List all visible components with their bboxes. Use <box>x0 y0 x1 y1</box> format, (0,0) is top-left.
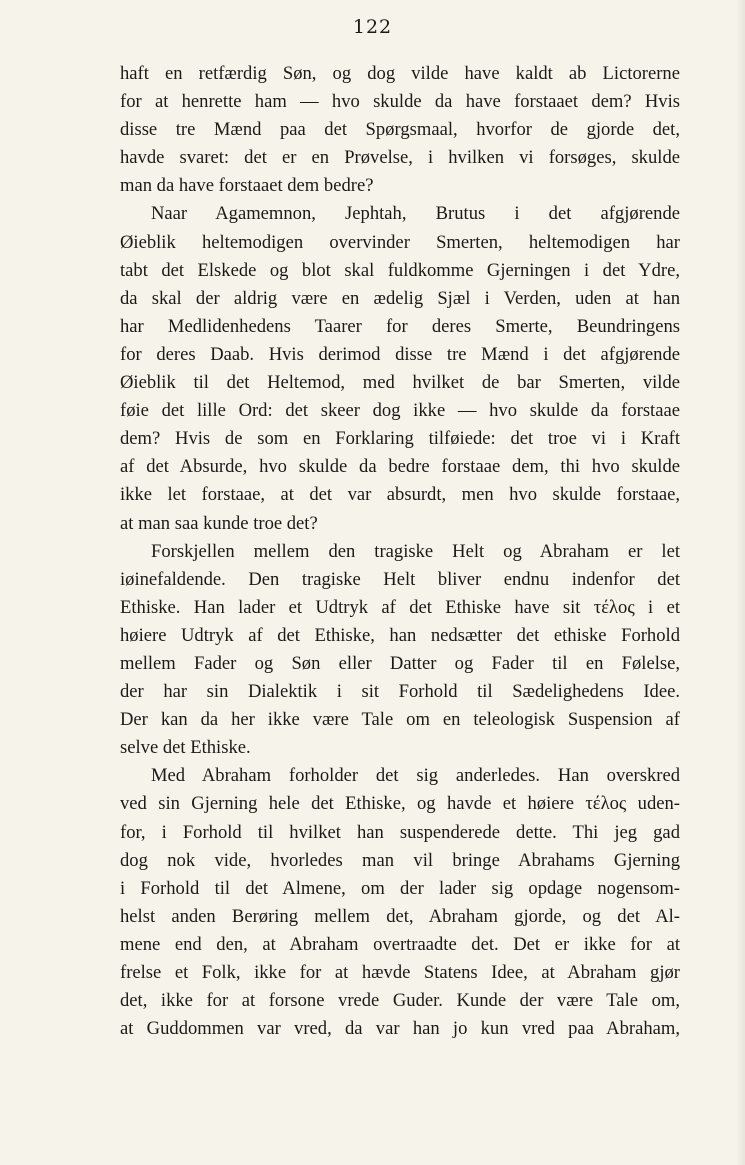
page-number: 122 <box>352 16 393 38</box>
text-line: Ethiske. Han lader et Udtryk af det Ethiske have sit τέλος i et <box>120 596 680 618</box>
text-line: da skal der aldrig være en ædelig Sjæl i Verden, uden at han <box>120 287 680 309</box>
text-line: man da have forstaaet dem bedre? <box>120 175 374 197</box>
text-line: har Medlidenhedens Taarer for deres Smerte, Beundringens <box>120 315 680 337</box>
text-line: dem? Hvis de som en Forklaring tilføiede: det troe vi i Kraft <box>120 428 680 450</box>
text-line: føie det lille Ord: det skeer dog ikke — hvo skulde da forstaae <box>120 400 680 422</box>
text-line: Øieblik heltemodigen overvinder Smerten, heltemodigen har <box>120 231 680 253</box>
text-line: disse tre Mænd paa det Spørgsmaal, hvorfor de gjorde det, <box>120 119 680 141</box>
text-line: for, i Forhold til hvilket han suspenderede dette. Thi jeg gad <box>120 821 680 843</box>
paragraph-start-line: Naar Agamemnon, Jephtah, Brutus i det afgjørende <box>151 203 680 225</box>
text-line: at man saa kunde troe det? <box>120 512 318 534</box>
text-line: selve det Ethiske. <box>120 737 251 759</box>
text-line: høiere Udtryk af det Ethiske, han nedsætter det ethiske Forhold <box>120 624 680 646</box>
text-line: Der kan da her ikke være Tale om en teleologisk Suspension af <box>120 709 680 731</box>
text-line: frelse et Folk, ikke for at hævde Statens Idee, at Abraham gjør <box>120 962 680 983</box>
text-line: mene end den, at Abraham overtraadte det. Det er ikke for at <box>120 933 680 955</box>
text-line: at Guddommen var vred, da var han jo kun vred paa Abraham, <box>120 1018 680 1040</box>
text-line: haft en retfærdig Søn, og dog vilde have kaldt ab Lictorerne <box>120 63 680 84</box>
text-line: der har sin Dialektik i sit Forhold til Sædelighedens Idee. <box>120 681 680 703</box>
text-line: ikke let forstaae, at det var absurdt, men hvo skulde forstaae, <box>120 484 680 506</box>
paragraph-start-line: Forskjellen mellem den tragiske Helt og Abraham er let <box>151 540 680 562</box>
text-line: i Forhold til det Almene, om der lader sig opdage nogensom- <box>120 877 680 899</box>
page-edge-shadow <box>735 0 745 1165</box>
text-line: tabt det Elskede og blot skal fuldkomme Gjerningen i det Ydre, <box>120 259 680 281</box>
text-line: iøinefaldende. Den tragiske Helt bliver endnu indenfor det <box>120 568 680 590</box>
text-line: ved sin Gjerning hele det Ethiske, og havde et høiere τέλος uden- <box>120 793 680 815</box>
text-line: for at henrette ham — hvo skulde da have forstaaet dem? Hvis <box>120 91 680 113</box>
text-line: det, ikke for at forsone vrede Guder. Kunde der være Tale om, <box>120 990 680 1012</box>
text-line: af det Absurde, hvo skulde da bedre forstaae dem, thi hvo skulde <box>120 456 680 478</box>
text-line: for deres Daab. Hvis derimod disse tre Mænd i det afgjørende <box>120 343 680 365</box>
text-line: dog nok vide, hvorledes man vil bringe Abrahams Gjerning <box>120 849 680 871</box>
text-line: mellem Fader og Søn eller Datter og Fader til en Følelse, <box>120 652 680 674</box>
text-line: helst anden Berøring mellem det, Abraham gjorde, og det Al- <box>120 905 680 927</box>
text-line: havde svaret: det er en Prøvelse, i hvilken vi forsøges, skulde <box>120 147 680 169</box>
text-line: Øieblik til det Heltemod, med hvilket de bar Smerten, vilde <box>120 372 680 394</box>
body-text <box>120 60 680 1043</box>
paragraph-start-line: Med Abraham forholder det sig anderledes. Han overskred <box>151 765 680 787</box>
